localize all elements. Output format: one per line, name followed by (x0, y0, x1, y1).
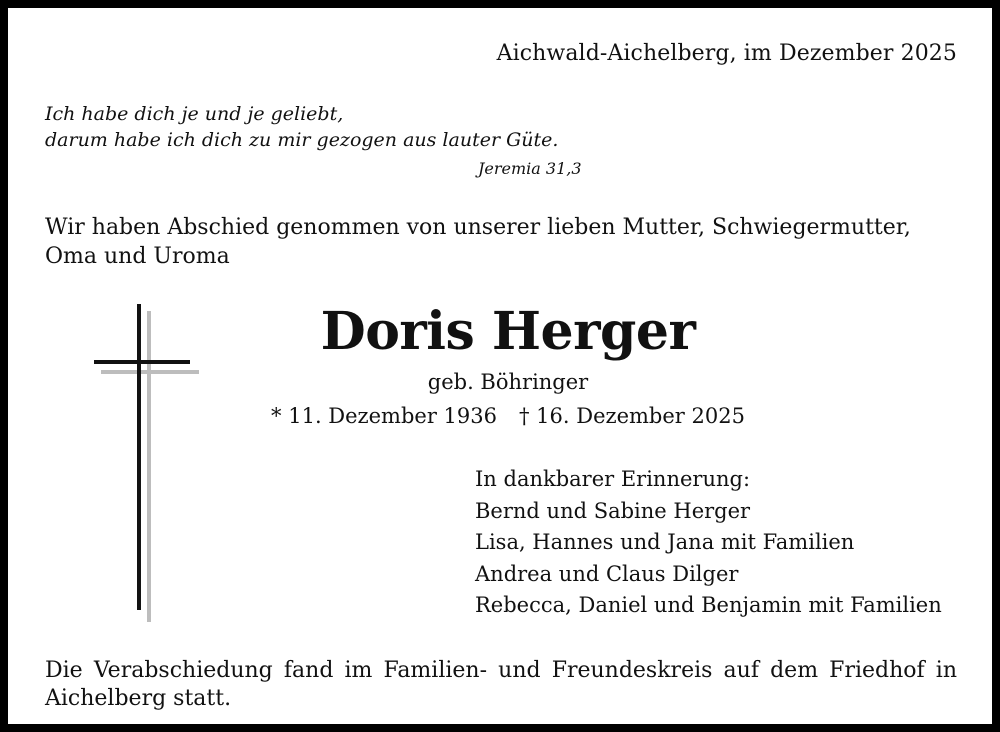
verse-line: darum habe ich dich zu mir gezogen aus lauter Güte. (45, 129, 559, 151)
mourner-line: Lisa, Hannes und Jana mit Familien (475, 530, 855, 554)
deceased-name: Doris Herger (320, 301, 696, 362)
verse-line: Ich habe dich je und je geliebt, (45, 103, 344, 125)
intro-text: Wir haben Abschied genommen von unserer lieben Mutter, Schwiegermutter, Oma und Uroma (45, 215, 911, 269)
place-date: Aichwald-Aichelberg, im Dezember 2025 (496, 41, 957, 66)
bible-verse (45, 101, 558, 153)
life-dates (8, 404, 1000, 428)
closing-text: Die Verabschiedung fand im Familien- und Freundeskreis auf dem Friedhof in Aichelberg statt. (45, 658, 957, 711)
mourners-list (475, 464, 942, 622)
death-date: † 16. Dezember 2025 (519, 404, 745, 428)
verse-reference: Jeremia 31,3 (478, 159, 582, 178)
mourner-line: Rebecca, Daniel und Benjamin mit Familien (475, 593, 942, 617)
mourners-heading: In dankbarer Erinnerung: (475, 467, 751, 491)
mourner-line: Andrea und Claus Dilger (475, 561, 739, 586)
maiden-name: geb. Böhringer (427, 370, 589, 394)
mourner-line: Bernd und Sabine Herger (475, 498, 751, 523)
birth-date: * 11. Dezember 1936 (271, 404, 497, 428)
